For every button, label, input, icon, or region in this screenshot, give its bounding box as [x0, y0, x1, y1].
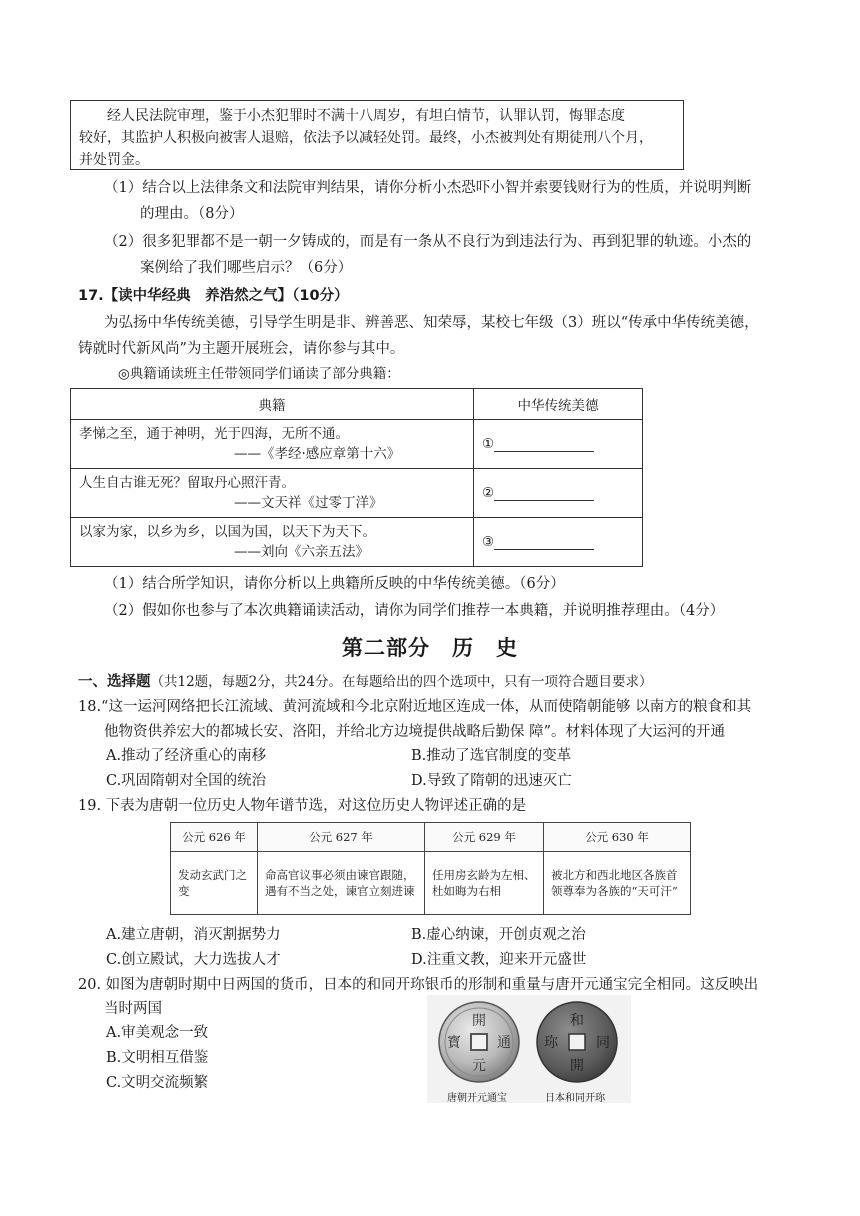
virtue-answer-cell [474, 469, 643, 518]
classic-quote: 以家为家，以乡为乡，以国为国，以天下为天下。 [79, 524, 376, 540]
q18-stem-line1: 18.“这一运河网络把长江流域、黄河流域和今北京附近地区连成一体，从而使隋朝能够 以南方的粮食和其 [78, 699, 752, 715]
q20-stem-line1: 20. 如图为唐朝时期中日两国的货币，日本的和同开珎银币的形制和重量与唐开元通宝完全相同。这反映出 [78, 977, 759, 993]
event-626: 发动玄武门之变 [171, 852, 258, 915]
classic-quote-cell [71, 420, 474, 469]
section-label: 一、选择题 [78, 674, 151, 690]
event-630: 被北方和西北地区各族首领尊奉为各族的“天可汗” [544, 852, 691, 915]
coin2-char-top: 和 [570, 1013, 584, 1029]
wadokaichin-coin-icon [537, 1002, 617, 1082]
q19-stem: 19. 下表为唐朝一位历史人物年谱节选，对这位历史人物评述正确的是 [78, 798, 527, 814]
kaiyuan-tongbao-coin-icon [439, 1002, 519, 1082]
q18-stem-line2: 他物资供养宏大的都城长安、洛阳，并给北方边境提供战略后勤保 障”。材料体现了大运河的开通 [104, 724, 726, 740]
q16-sub1-line1: （1）结合以上法律条文和法院审判结果，请你分析小杰恐吓小智并索要钱财行为的性质，并说明判断 [104, 180, 752, 196]
coin1-char-bottom: 元 [472, 1058, 486, 1074]
section-note: （共12题，每题2分，共24分。在每题给出的四个选项中，只有一项符合题目要求） [150, 674, 653, 690]
q20-option-b[interactable]: B.文明相互借鉴 [106, 1050, 209, 1066]
q19-option-a[interactable]: A.建立唐朝，消灭割据势力 [106, 927, 281, 943]
q17-intro-line2: 铸就时代新风尚”为主题开展班会，请你参与其中。 [78, 341, 405, 357]
q18-option-a[interactable]: A.推动了经济重心的南移 [106, 748, 267, 764]
year-627-header: 公元 627 年 [258, 823, 425, 852]
verdict-line-1: 经人民法院审理，鉴于小杰犯罪时不满十八周岁，有坦白情节，认罪认罚，悔罪态度 [107, 108, 625, 124]
classic-quote-cell [71, 469, 474, 518]
q18-option-c[interactable]: C.巩固隋朝对全国的统治 [106, 773, 267, 789]
classics-header: 典籍 [71, 389, 474, 420]
q17-intro-line1: 为弘扬中华传统美德，引导学生明是非、辨善恶、知荣辱，某校七年级（3）班以“传承中华传统美德， [104, 315, 759, 331]
classic-source: ——文天祥《过零丁洋》 [234, 495, 383, 511]
event-629: 任用房玄龄为左相、杜如晦为右相 [425, 852, 544, 915]
classics-row [71, 420, 643, 469]
classics-row [71, 469, 643, 518]
virtue-answer-cell [474, 420, 643, 469]
q16-sub2-line2: 案例给了我们哪些启示？（6分） [140, 260, 353, 276]
answer-blank[interactable] [494, 437, 594, 452]
classic-source: ——《孝经·感应章第十六》 [234, 446, 401, 462]
coin2-caption: 日本和同开珎 [545, 1093, 605, 1104]
q17-activity: ◎典籍诵读班主任带领同学们诵读了部分典籍： [118, 366, 400, 382]
q20-stem-line2: 当时两国 [104, 1001, 162, 1017]
coin1-char-left: 寳 [447, 1035, 461, 1051]
coin2-char-right: 同 [596, 1035, 610, 1051]
classics-row [71, 518, 643, 567]
q18-option-d[interactable]: D.导致了隋朝的迅速灭亡 [411, 773, 572, 789]
event-627: 命高官议事必须由谏官跟随，遇有不当之处，谏官立刻进谏 [258, 852, 425, 915]
coin1-char-right: 通 [497, 1035, 511, 1051]
coins-image [427, 995, 631, 1103]
answer-blank[interactable] [494, 535, 594, 550]
q16-sub2-line1: （2）很多犯罪都不是一朝一夕铸成的，而是有一条从不良行为到违法行为、再到犯罪的轨迹。小杰的 [104, 234, 752, 250]
virtue-answer-cell [474, 518, 643, 567]
q19-option-c[interactable]: C.创立殿试，大力选拔人才 [106, 952, 281, 968]
blank-number: ② [482, 485, 495, 501]
q17-sub2: （2）假如你也参与了本次典籍诵读活动，请你为同学们推荐一本典籍，并说明推荐理由。（4分） [104, 603, 725, 619]
year-630-header: 公元 630 年 [544, 823, 691, 852]
tang-chronology-table [170, 822, 691, 915]
virtue-header: 中华传统美德 [474, 389, 643, 420]
classic-quote-cell [71, 518, 474, 567]
classic-quote: 人生自古谁无死？留取丹心照汗青。 [79, 475, 295, 491]
q17-title: 17.【读中华经典 养浩然之气】（10分） [78, 288, 349, 304]
q17-sub1: （1）结合所学知识，请你分析以上典籍所反映的中华传统美德。（6分） [104, 576, 565, 592]
q19-option-b[interactable]: B.虚心纳谏，开创贞观之治 [411, 927, 586, 943]
year-629-header: 公元 629 年 [425, 823, 544, 852]
verdict-line-3: 并处罚金。 [79, 152, 149, 168]
q18-option-b[interactable]: B.推动了选官制度的变革 [411, 748, 572, 764]
q19-option-d[interactable]: D.注重文教，迎来开元盛世 [411, 952, 587, 968]
verdict-line-2: 较好，其监护人积极向被害人退赔，依法予以减轻处罚。最终，小杰被判处有期徒刑八个月， [79, 130, 653, 146]
coin2-char-left: 珎 [544, 1035, 558, 1051]
q16-sub1-line2: 的理由。（8分） [140, 206, 244, 222]
coin1-caption: 唐朝开元通宝 [447, 1093, 507, 1104]
blank-number: ① [482, 436, 495, 452]
blank-number: ③ [482, 534, 495, 550]
coins-figure [427, 995, 631, 1103]
year-626-header: 公元 626 年 [171, 823, 258, 852]
classic-source: ——刘向《六亲五法》 [234, 544, 369, 560]
coin2-char-bottom: 開 [570, 1058, 584, 1074]
court-verdict-box [70, 100, 684, 170]
coin1-char-top: 開 [472, 1013, 486, 1029]
part-title: 第二部分 历 史 [342, 636, 518, 660]
classic-quote: 孝悌之至，通于神明，光于四海，无所不通。 [79, 426, 349, 442]
q20-option-a[interactable]: A.审美观念一致 [106, 1025, 209, 1041]
q20-option-c[interactable]: C.文明交流频繁 [106, 1075, 209, 1091]
answer-blank[interactable] [494, 486, 594, 501]
classics-table [70, 388, 643, 567]
